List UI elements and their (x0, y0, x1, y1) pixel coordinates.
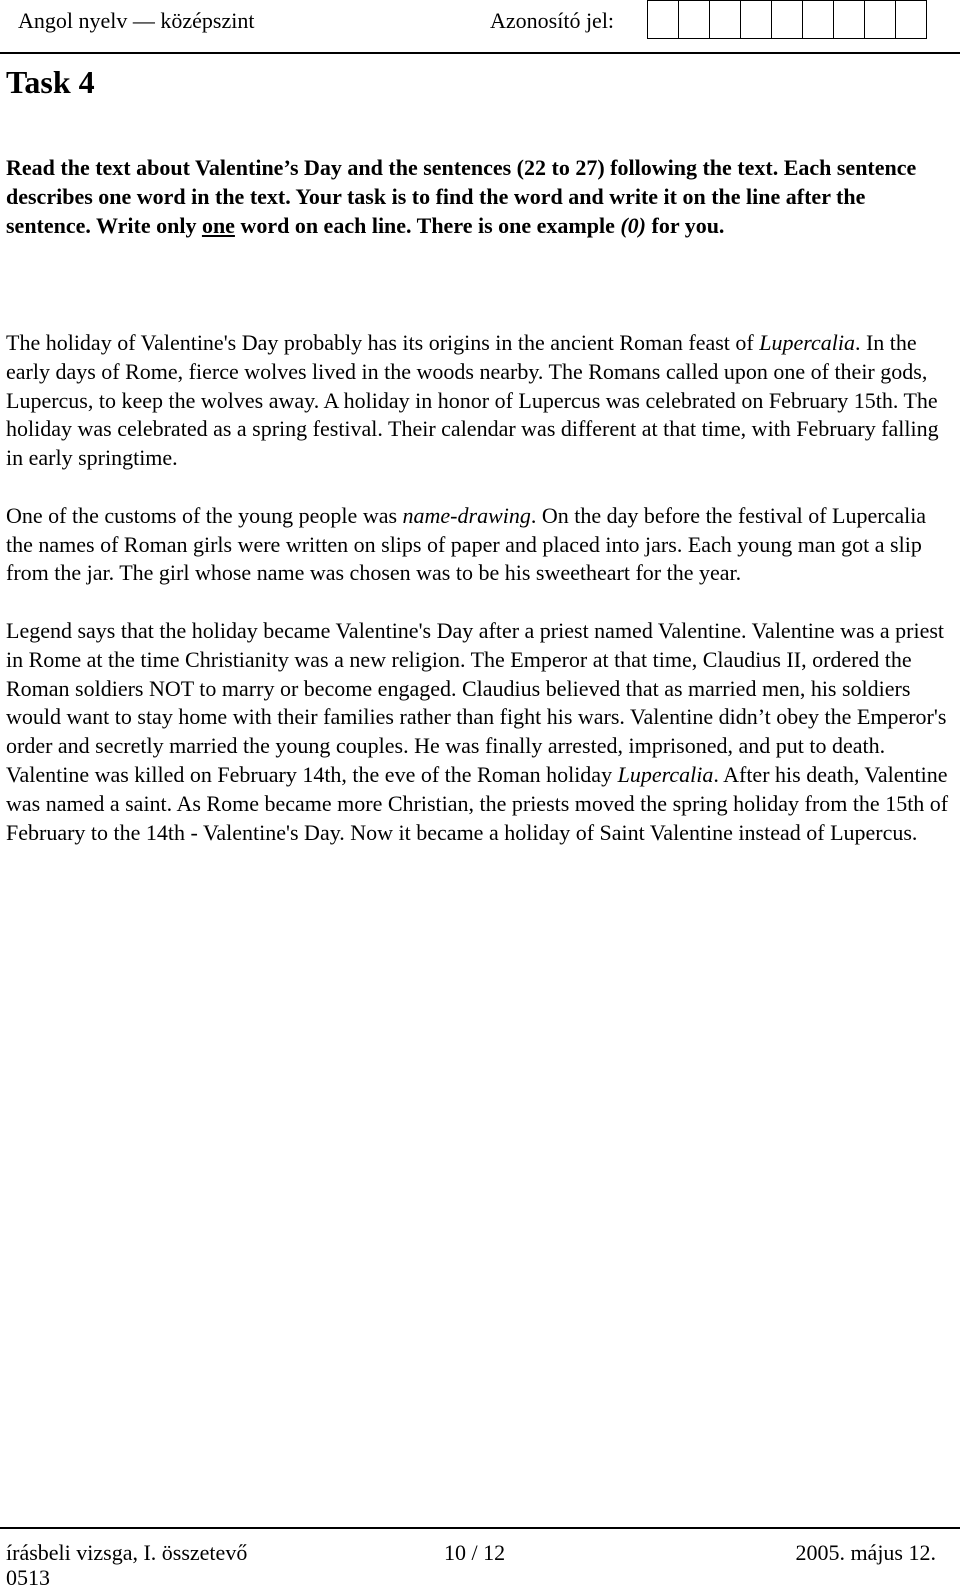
id-box (678, 0, 710, 39)
reading-text (6, 329, 950, 876)
id-box (864, 0, 896, 39)
id-box (833, 0, 865, 39)
id-box (895, 0, 927, 39)
page-number: 10 / 12 (444, 1540, 506, 1565)
paragraph-1-text-a: The holiday of Valentine's Day probably has its origins in the ancient Roman feast of (6, 330, 760, 355)
id-box (647, 0, 679, 39)
paragraph-1-text-b: . In the early days of Rome, fierce wolves lived in the woods nearby. The Romans called upon one of their gods, Lupercus, to keep the wolves away. A holiday in honor of Lupercus was celebrated on February 15th. The holiday was celebrated as a spring festival. Their calendar was different at that time, with February falling in early springtime. (6, 330, 939, 471)
paragraph-legend (6, 617, 950, 847)
header-subject: Angol nyelv — középszint (18, 8, 255, 33)
paragraph-2-text-a: One of the customs of the young people was (6, 502, 403, 528)
instructions-example-number: (0) (620, 212, 646, 238)
task-title: Task 4 (6, 64, 95, 100)
footer-code: 0513 (6, 1565, 50, 1590)
page-header (0, 0, 960, 56)
id-box (802, 0, 834, 39)
header-divider (0, 52, 960, 54)
footer-divider (0, 1527, 960, 1529)
paragraph-1-italic: Lupercalia (759, 330, 855, 355)
paragraph-3-text-b: . After his death, Valentine was named a saint. As Rome became more Christian, the priests moved the spring holiday from the 15th of February to the 14th - Valentine's Day. Now it became a holiday of Saint Valentine instead of Lupercus. (6, 761, 949, 845)
id-box (771, 0, 803, 39)
instructions-text-3: for you. (646, 212, 725, 238)
paragraph-2-text-b: . On the day before the festival of Lupercalia the names of Roman girls were written on slips of paper and placed into jars. Each young man got a slip from the jar. The girl whose name was chosen was to be his sweetheart for the year. (6, 502, 927, 586)
paragraph-2-italic: name-drawing (402, 502, 531, 528)
id-box (740, 0, 772, 39)
id-box-row (648, 0, 927, 39)
id-box (709, 0, 741, 39)
footer-exam-part: írásbeli vizsga, I. összetevő (6, 1540, 248, 1565)
paragraph-customs (6, 502, 950, 588)
footer-date: 2005. május 12. (795, 1540, 936, 1565)
header-id-label: Azonosító jel: (490, 8, 615, 33)
paragraph-origins (6, 329, 950, 473)
instructions-text-1: Read the text about Valentine’s Day and the sentences (22 to 27) following the text. Each sentence describes one word in the text. Your task is to find the word and write it on the line after the sentence. Write only (6, 155, 917, 238)
task-instructions (6, 154, 950, 240)
instructions-underlined-word: one (201, 212, 235, 238)
paragraph-3-italic: Lupercalia (617, 761, 714, 787)
instructions-text-2: word on each line. There is one example (234, 212, 621, 238)
paragraph-3-text-a: Legend says that the holiday became Valentine's Day after a priest named Valentine. Valentine was a priest in Rome at the time Christianity was a new religion. The Emperor at that time, Claudius II, ordered the Roman soldiers NOT to marry or become engaged. Claudius believed that as married men, his soldiers would want to stay home with their families rather than fight his wars. Valentine didn’t obey the Emperor's order and secretly married the young couples. He was finally arrested, imprisoned, and put to death. Valentine was killed on February 14th, the eve of the Roman holiday (6, 617, 947, 787)
